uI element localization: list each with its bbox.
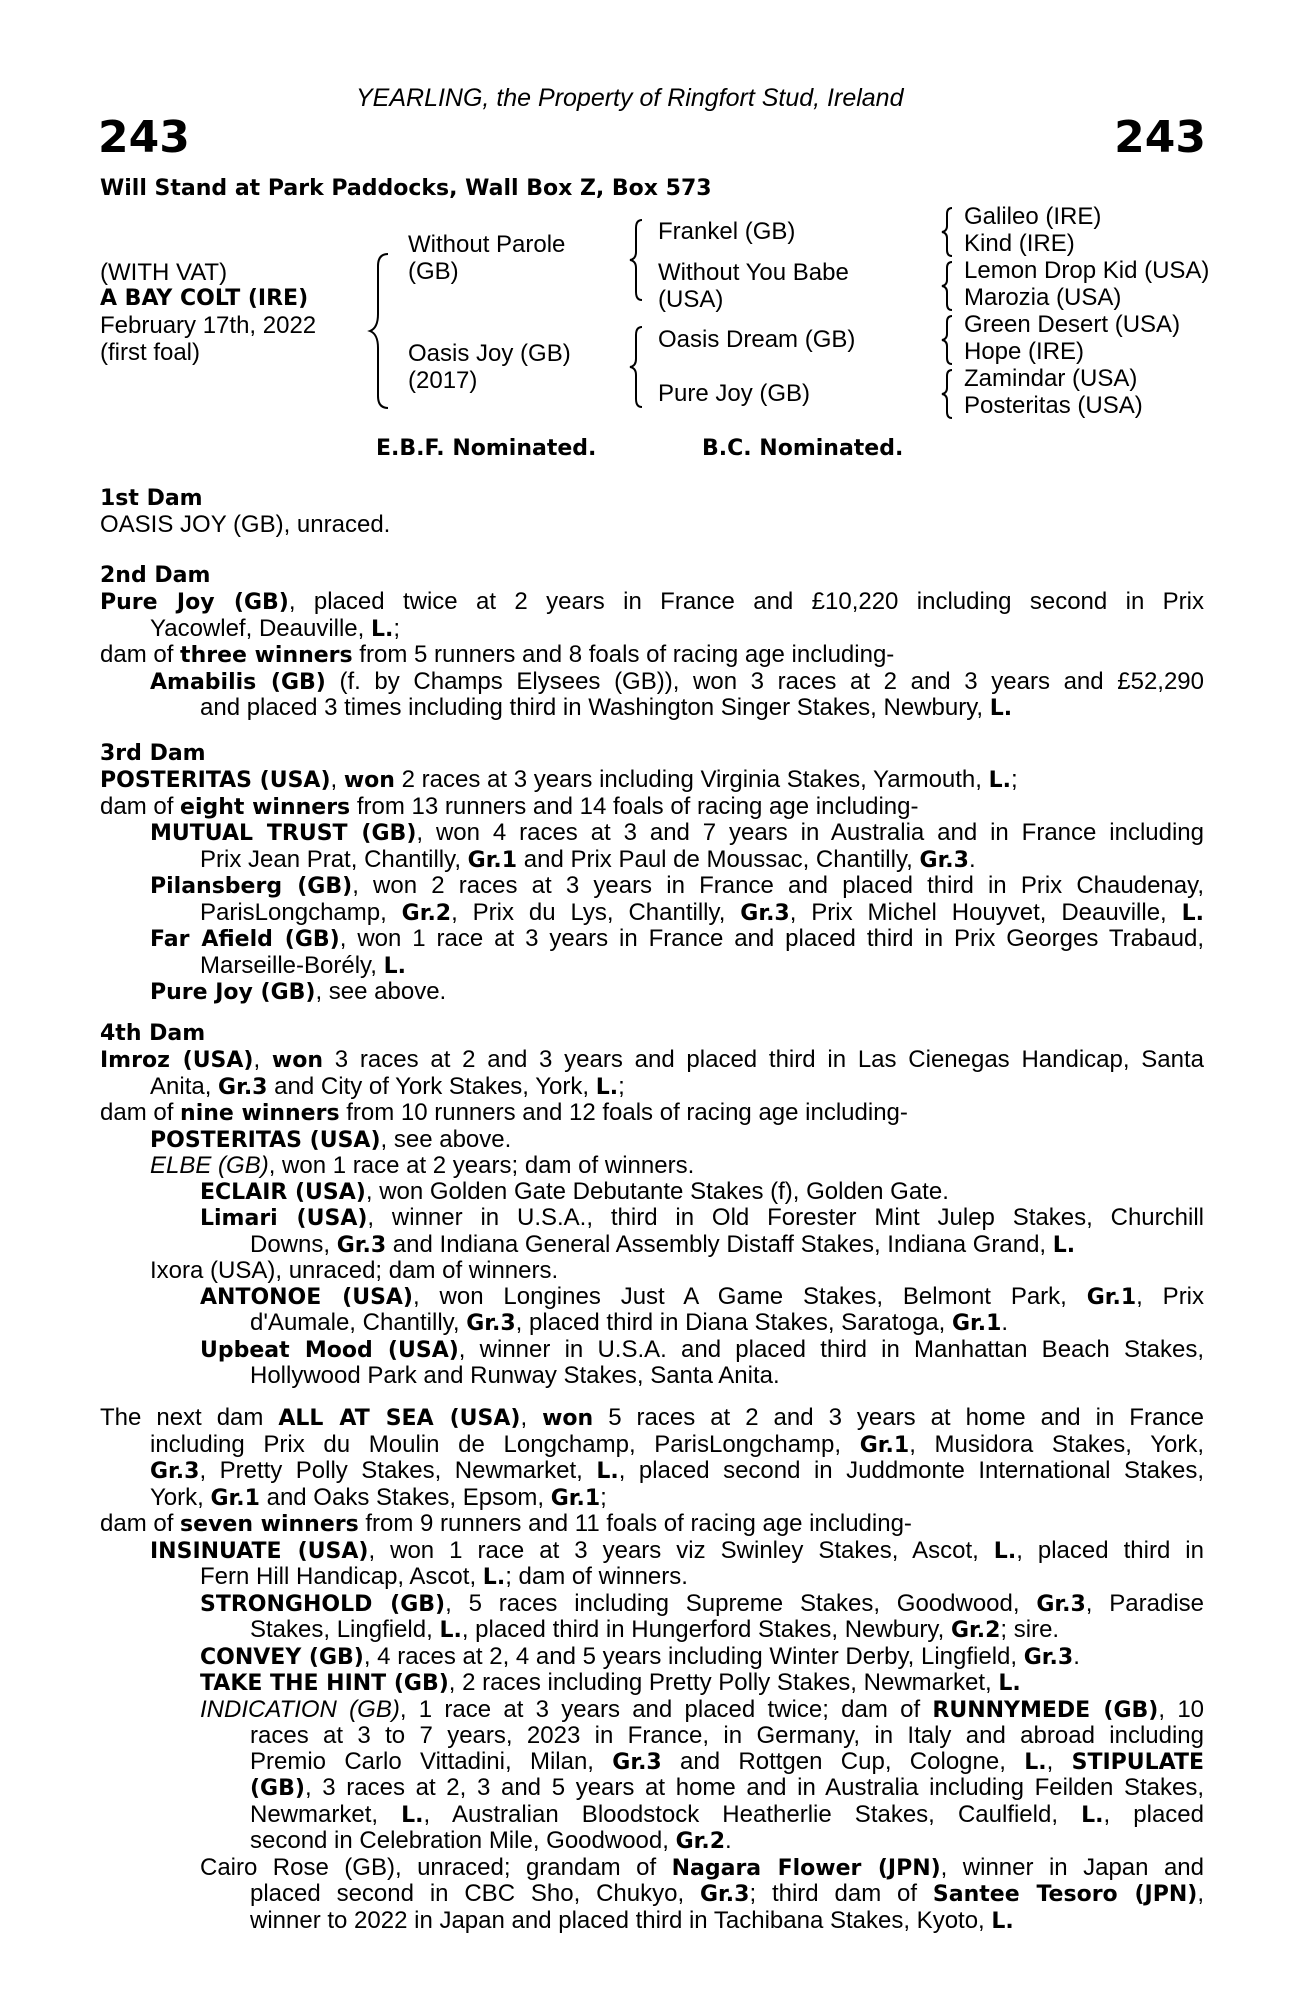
brace-icon (942, 206, 958, 258)
ancestor-dds: Zamindar (USA) (964, 365, 1138, 392)
text-run: ParisLongchamp, (200, 898, 402, 926)
text-line (100, 1564, 1204, 1591)
text-run: L. (1081, 1802, 1104, 1828)
sire-sire: Frankel (GB) (658, 218, 796, 245)
text-line (100, 900, 1204, 927)
section-heading: 3rd Dam (100, 741, 206, 766)
text-run: , placed (1103, 1800, 1204, 1828)
text-line (100, 1337, 1204, 1364)
text-run: ; third dam of (749, 1880, 933, 1907)
text-run: , placed third in (1016, 1536, 1204, 1564)
text-run: ALL AT SEA (USA) (278, 1406, 521, 1431)
ancestor-dsd: Hope (IRE) (964, 338, 1085, 365)
text-line (100, 1405, 1204, 1432)
text-run: Santee Tesoro (JPN) (932, 1882, 1198, 1907)
text-line (100, 820, 1204, 847)
text-run: Gr.3 (150, 1459, 200, 1484)
text-run: POSTERITAS (USA) (150, 1127, 381, 1153)
text-line (100, 794, 1204, 821)
text-run: won (343, 768, 395, 793)
text-run: , placed third in Hungerford Stakes, Newbury, (461, 1616, 951, 1643)
text-run: , (253, 1046, 272, 1073)
text-run: Hollywood Park and Runway Stakes, Santa Anita. (250, 1362, 780, 1389)
text-run: dam of (100, 792, 181, 820)
text-line (100, 1775, 1204, 1802)
text-run: L. (482, 1565, 506, 1590)
text-line (100, 1284, 1204, 1311)
ancestor-ddd: Posteritas (USA) (964, 392, 1143, 419)
text-run: Pilansberg (GB) (150, 874, 353, 899)
text-line (100, 589, 1204, 616)
text-run: and Indiana General Assembly Distaff Stakes, Indiana Grand, (386, 1230, 1053, 1258)
text-run: . (725, 1827, 732, 1854)
brace-icon (630, 325, 650, 409)
ancestor-sss: Galileo (IRE) (964, 203, 1102, 230)
text-run: , winner in U.S.A., third in Old Forester Mint Julep Stakes, Churchill (367, 1204, 1204, 1231)
text-run: , Prix Michel Houyvet, Deauville, (789, 898, 1182, 926)
text-run: from 13 runners and 14 foals of racing age including- (350, 792, 919, 820)
text-run: Gr.1 (210, 1485, 260, 1511)
dam-sire: Oasis Dream (GB) (658, 326, 856, 353)
text-run: Upbeat Mood (USA) (200, 1337, 459, 1363)
text-line (100, 1617, 1204, 1644)
ebf-nomination: E.B.F. Nominated. (376, 436, 597, 461)
text-run: ELBE (GB) (150, 1152, 269, 1179)
text-run: placed second in CBC Sho, Chukyo, (250, 1880, 700, 1907)
text-run: from 9 runners and 11 foals of racing age including- (358, 1510, 912, 1537)
text-run: Gr.3 (612, 1749, 662, 1775)
text-line (100, 1670, 1204, 1697)
text-run: L. (383, 953, 406, 979)
text-run: , see above. (380, 1125, 512, 1153)
text-run: Downs, (250, 1230, 337, 1258)
text-run: Cairo Rose (GB), unraced; grandam of (200, 1853, 672, 1881)
text-run: , won 1 race at 3 years in France and placed third in Prix Georges Trabaud, (339, 925, 1204, 952)
text-line (100, 1074, 1204, 1101)
text-run: L. (988, 768, 1012, 793)
text-run: , winner in U.S.A. and placed third in Manhattan Beach Stakes, (458, 1335, 1204, 1363)
text-run: and Rottgen Cup, Cologne, (661, 1747, 1025, 1775)
sire-name: Without Parole (408, 231, 566, 258)
lot-number-right: 243 (1114, 112, 1206, 163)
text-run: L. (998, 1671, 1021, 1696)
text-run: including Prix du Moulin de Longchamp, ParisLongchamp, (150, 1430, 860, 1458)
text-run: Fern Hill Handicap, Ascot, (200, 1563, 483, 1590)
text-run: Far Afield (GB) (150, 927, 340, 952)
text-run: races at 3 to 7 years, 2023 in France, in Germany, in Italy and abroad including (250, 1722, 1204, 1749)
text-line (100, 1310, 1204, 1337)
text-run: ANTONOE (USA) (200, 1284, 413, 1310)
text-run: CONVEY (GB) (200, 1644, 364, 1670)
text-run: , placed twice at 2 years in France and £10,220 including second in Prix (288, 588, 1204, 615)
text-line (100, 1047, 1204, 1074)
text-line (100, 1802, 1204, 1829)
fourth-dam-section (100, 1021, 1204, 1389)
text-run: L. (1024, 1749, 1047, 1775)
text-run: , (1197, 1880, 1205, 1907)
brace-icon (942, 314, 958, 366)
text-run: Newmarket, (250, 1800, 402, 1828)
brace-icon (630, 218, 650, 302)
section-heading: 2nd Dam (100, 563, 211, 588)
text-run: POSTERITAS (USA) (100, 768, 331, 793)
text-line (100, 1881, 1204, 1908)
text-run: , winner in Japan and (940, 1853, 1204, 1881)
text-run: Gr.3 (218, 1074, 268, 1100)
text-run: winner to 2022 in Japan and placed third in Tachibana Stakes, Kyoto, (250, 1906, 992, 1934)
brace-icon (942, 368, 958, 420)
text-run: and Prix Paul de Moussac, Chantilly, (517, 845, 920, 873)
text-line (100, 669, 1204, 696)
second-dam-section (100, 563, 1204, 722)
text-run: ; (600, 1483, 607, 1511)
foaling-date: February 17th, 2022 (100, 312, 317, 339)
text-run: York, (150, 1483, 211, 1511)
text-run: MUTUAL TRUST (GB) (150, 821, 417, 846)
text-run: L. (991, 1908, 1014, 1934)
text-line (100, 1363, 1204, 1389)
text-line (100, 1205, 1204, 1232)
text-run: Yacowlef, Deauville, (150, 614, 371, 642)
text-run: Limari (USA) (200, 1206, 368, 1231)
text-run: Ixora (USA), unraced; dam of winners. (150, 1257, 559, 1284)
text-run: , won Longines Just A Game Stakes, Belmont Park, (413, 1282, 1087, 1310)
text-run: , Australian Bloodstock Heatherlie Stakes, Caulfield, (423, 1800, 1082, 1828)
foal-note: (first foal) (100, 339, 201, 366)
text-line (100, 1723, 1204, 1749)
text-run: Stakes, Lingfield, (250, 1616, 440, 1643)
text-line (100, 1591, 1204, 1618)
text-line (100, 953, 1204, 980)
text-run: , 5 races including Supreme Stakes, Goodwood, (445, 1589, 1037, 1617)
text-run: L. (401, 1802, 424, 1828)
text-line (100, 1644, 1204, 1671)
text-run: ; (1011, 766, 1018, 793)
dam-name: Oasis Joy (GB) (408, 340, 571, 367)
text-run: , (330, 766, 344, 793)
text-run: RUNNYMEDE (GB) (932, 1697, 1159, 1723)
text-run: Gr.1 (951, 1311, 1002, 1336)
text-run: , see above. (315, 978, 447, 1005)
text-run: Gr.3 (1023, 1644, 1074, 1670)
text-run: L. (1181, 900, 1205, 926)
next-dam-section (100, 1405, 1204, 1934)
first-dam-section (100, 486, 1204, 538)
text-line (100, 1458, 1204, 1485)
text-run: ; dam of winners. (505, 1563, 688, 1590)
text-line (100, 926, 1204, 953)
text-run: eight winners (180, 794, 351, 820)
text-run: STIPULATE (1071, 1749, 1204, 1775)
text-run: 2 races at 3 years including Virginia Stakes, Yarmouth, (394, 766, 989, 793)
text-run: , 10 (1158, 1695, 1205, 1723)
text-run: L. (439, 1618, 462, 1643)
ancestor-ssd: Kind (IRE) (964, 230, 1075, 257)
text-run: , 4 races at 2, 4 and 5 years including Winter Derby, Lingfield, (363, 1642, 1024, 1670)
text-run: 5 races at 2 and 3 years at home and in France (593, 1404, 1204, 1431)
text-line (100, 1511, 1204, 1538)
text-run: , placed second in Juddmonte International Stakes, (618, 1457, 1204, 1484)
text-run: Pure Joy (GB) (100, 590, 289, 615)
text-run: The next dam (100, 1404, 279, 1431)
text-line (100, 1749, 1204, 1776)
text-run: INDICATION (GB) (200, 1695, 400, 1723)
text-run: Marseille-Borély, (200, 951, 384, 979)
text-run: Gr.2 (401, 900, 452, 926)
ancestor-sds: Lemon Drop Kid (USA) (964, 257, 1210, 284)
text-run: . (1073, 1642, 1080, 1670)
text-run: Gr.3 (336, 1232, 387, 1258)
text-line (100, 695, 1204, 722)
section-heading: 1st Dam (100, 486, 203, 511)
sire-country: (GB) (408, 258, 459, 285)
text-run: Gr.2 (675, 1829, 726, 1854)
text-run: Gr.3 (466, 1311, 516, 1336)
text-run: Gr.3 (919, 847, 969, 873)
text-run: , (520, 1404, 543, 1431)
text-run: seven winners (180, 1512, 359, 1537)
text-run: , Pretty Polly Stakes, Newmarket, (199, 1457, 597, 1484)
text-run: , 2 races including Pretty Polly Stakes, Newmarket, (448, 1669, 999, 1696)
text-run: , won 4 races at 3 and 7 years in Australia and in France including (416, 819, 1204, 846)
text-run: ; sire. (1000, 1616, 1060, 1643)
vat-note: (WITH VAT) (100, 259, 228, 286)
text-line (100, 1538, 1204, 1565)
text-run: second in Celebration Mile, Goodwood, (250, 1827, 676, 1854)
sire-dam-line1: Without You Babe (658, 259, 849, 286)
text-run: L. (993, 1538, 1017, 1564)
text-line (100, 1153, 1204, 1179)
text-run: Anita, (150, 1072, 219, 1100)
text-line (100, 873, 1204, 900)
text-run: (GB) (250, 1776, 305, 1801)
text-run: Gr.3 (740, 900, 790, 926)
page-title: YEARLING, the Property of Ringfort Stud, Ireland (356, 84, 904, 112)
text-line (100, 642, 1204, 669)
text-run: and placed 3 times including third in Washington Singer Stakes, Newbury, (200, 694, 990, 721)
section-heading: 4th Dam (100, 1021, 206, 1046)
text-run: Gr.3 (700, 1882, 750, 1907)
text-line (100, 1258, 1204, 1284)
text-run: 3 races at 2 and 3 years and placed third in Las Cienegas Handicap, Santa (323, 1046, 1204, 1073)
text-run: Nagara Flower (JPN) (671, 1855, 941, 1881)
text-run: , 1 race at 3 years and placed twice; dam of (399, 1695, 933, 1723)
text-run: (f. by Champs Elysees (GB)), won 3 races at 2 and 3 years and £52,290 (325, 667, 1205, 695)
text-run: dam of (100, 1510, 181, 1537)
text-run: Prix Jean Prat, Chantilly, (200, 845, 468, 873)
text-run: nine winners (180, 1101, 340, 1126)
text-run: dam of (100, 641, 181, 668)
text-line (100, 1179, 1204, 1206)
dam-dam: Pure Joy (GB) (658, 380, 811, 407)
text-run: Gr.1 (859, 1432, 910, 1458)
text-run: L. (371, 616, 394, 642)
horse-name: A BAY COLT (IRE) (100, 286, 309, 311)
text-line (100, 1485, 1204, 1512)
text-line (100, 979, 1204, 1006)
text-run: from 5 runners and 8 foals of racing age including- (352, 641, 895, 668)
text-run: Imroz (USA) (100, 1048, 254, 1073)
stand-location: Will Stand at Park Paddocks, Wall Box Z, Box 573 (100, 176, 712, 201)
text-run: L. (989, 696, 1013, 721)
text-run: , won Golden Gate Debutante Stakes (f), Golden Gate. (365, 1177, 949, 1205)
text-line (100, 1432, 1204, 1459)
text-run: , 3 races at 2, 3 and 5 years at home and in Australia including Feilden Stakes, (304, 1774, 1204, 1801)
text-line (100, 616, 1204, 643)
text-run: and City of York Stakes, York, (267, 1072, 596, 1100)
text-run: , Prix (1136, 1282, 1205, 1310)
text-run: Pure Joy (GB) (150, 980, 316, 1005)
text-run: L. (595, 1074, 619, 1100)
text-run: Amabilis (GB) (150, 669, 326, 695)
text-run: ; (618, 1072, 625, 1100)
text-run: ; (393, 614, 401, 642)
text-run: Premio Carlo Vittadini, Milan, (250, 1747, 613, 1775)
text-run: L. (1052, 1232, 1076, 1258)
text-run: Gr.3 (1036, 1591, 1086, 1617)
text-run: Gr.1 (550, 1485, 601, 1511)
text-run: , won 1 race at 2 years; dam of winners. (268, 1152, 695, 1179)
sire-dam-line2: (USA) (658, 286, 724, 313)
dam-year: (2017) (408, 367, 478, 394)
text-run: three winners (180, 643, 353, 668)
text-run: Gr.1 (467, 847, 518, 873)
text-line (100, 1127, 1204, 1154)
text-run: , Prix du Lys, Chantilly, (451, 898, 741, 926)
text-run: won (542, 1406, 594, 1431)
text-run: won (271, 1048, 324, 1073)
text-run: , won 1 race at 3 years viz Swinley Stakes, Ascot, (368, 1536, 994, 1564)
text-run: , won 2 races at 3 years in France and placed third in Prix Chaudenay, (352, 872, 1205, 899)
bc-nomination: B.C. Nominated. (702, 436, 904, 461)
ancestor-sdd: Marozia (USA) (964, 284, 1122, 311)
brace-icon (370, 252, 400, 410)
text-run: Gr.2 (950, 1618, 1001, 1643)
text-line (100, 1908, 1204, 1935)
text-line (100, 1828, 1204, 1855)
text-line (100, 1232, 1204, 1259)
text-line (100, 1855, 1204, 1882)
text-line (100, 1100, 1204, 1127)
text-run: , Musidora Stakes, York, (909, 1430, 1205, 1458)
text-run: TAKE THE HINT (GB) (200, 1671, 449, 1696)
text-run: d'Aumale, Chantilly, (250, 1309, 467, 1336)
text-run: , placed third in Diana Stakes, Saratoga, (515, 1309, 952, 1336)
text-line (100, 847, 1204, 874)
text-run: INSINUATE (USA) (150, 1538, 369, 1564)
text-line (100, 1697, 1204, 1724)
third-dam-section (100, 741, 1204, 1006)
text-run: . (1001, 1309, 1009, 1336)
ancestor-dss: Green Desert (USA) (964, 311, 1181, 338)
text-run: dam of (100, 1099, 181, 1126)
text-run: from 10 runners and 12 foals of racing age including- (339, 1099, 908, 1126)
text-run: , (1046, 1747, 1072, 1775)
lot-number-left: 243 (98, 112, 190, 163)
text-run: STRONGHOLD (GB) (200, 1591, 446, 1617)
text-run: , Paradise (1085, 1589, 1204, 1617)
text-run: Gr.1 (1086, 1284, 1137, 1310)
text-line (100, 767, 1204, 794)
text-run: and Oaks Stakes, Epsom, (259, 1483, 551, 1511)
first-dam-text: OASIS JOY (GB), unraced. (100, 511, 391, 538)
text-run: . (968, 845, 976, 873)
brace-icon (942, 260, 958, 312)
text-run: ECLAIR (USA) (200, 1179, 366, 1205)
text-run: L. (596, 1459, 619, 1484)
